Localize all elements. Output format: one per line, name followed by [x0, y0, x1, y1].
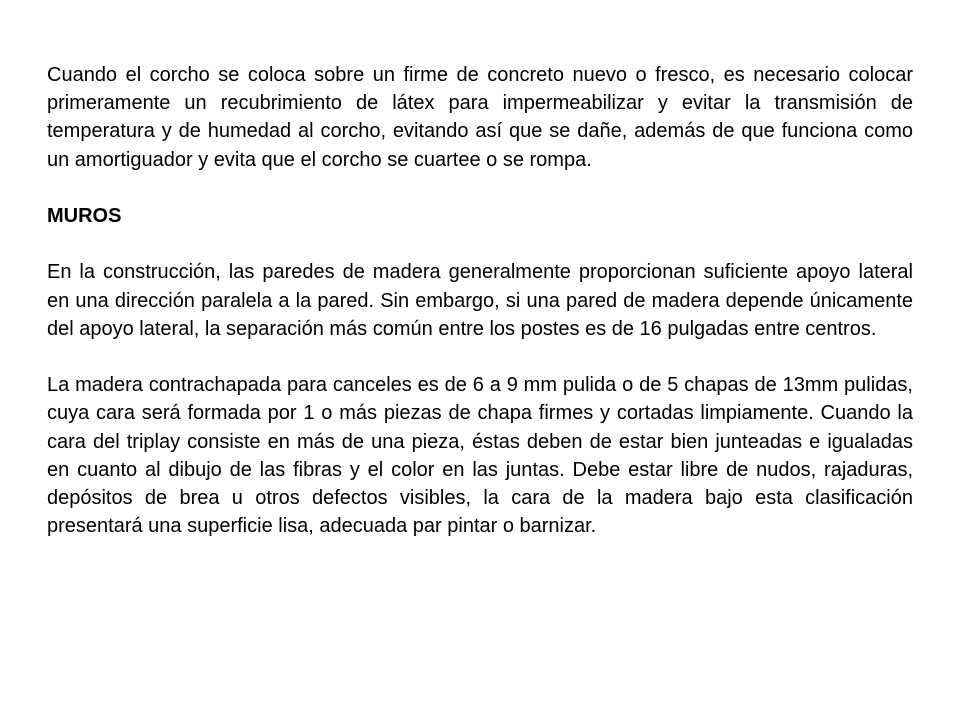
paragraph-spacer: [47, 174, 913, 202]
paragraph-spacer: [47, 343, 913, 371]
paragraph-plywood: La madera contrachapada para canceles es de 6 a 9 mm pulida o de 5 chapas de 13mm pulidas, cuya cara será formada por 1 o más piezas de chapa firmes y cortadas limpiamente. Cuando la cara del triplay consiste en más de una pieza, éstas deben de estar bien junteadas e igualadas en cuanto al dibujo de las fibras y el color en las juntas. Debe estar libre de nudos, rajaduras, depósitos de brea u otros defectos visibles, la cara de la madera bajo esta clasificación presentará una superficie lisa, adecuada par pintar o barnizar.: [47, 374, 913, 538]
document-page: [47, 61, 913, 540]
paragraph-cork-installation: Cuando el corcho se coloca sobre un firme de concreto nuevo o fresco, es necesario colocar primeramente un recubrimiento de látex para impermeabilizar y evitar la transmisión de temperatura y de humedad al corcho, evitando así que se dañe, además de que funciona como un amortiguador y evita que el corcho se cuartee o se rompa.: [47, 64, 913, 171]
paragraph-wood-walls: En la construcción, las paredes de madera generalmente proporcionan suficiente apoyo lateral en una dirección paralela a la pared. Sin embargo, si una pared de madera depende únicamente del apoyo lateral, la separación más común entre los postes es de 16 pulgadas entre centros.: [47, 261, 913, 340]
paragraph-spacer: [47, 230, 913, 258]
section-heading-muros: MUROS: [47, 205, 122, 227]
